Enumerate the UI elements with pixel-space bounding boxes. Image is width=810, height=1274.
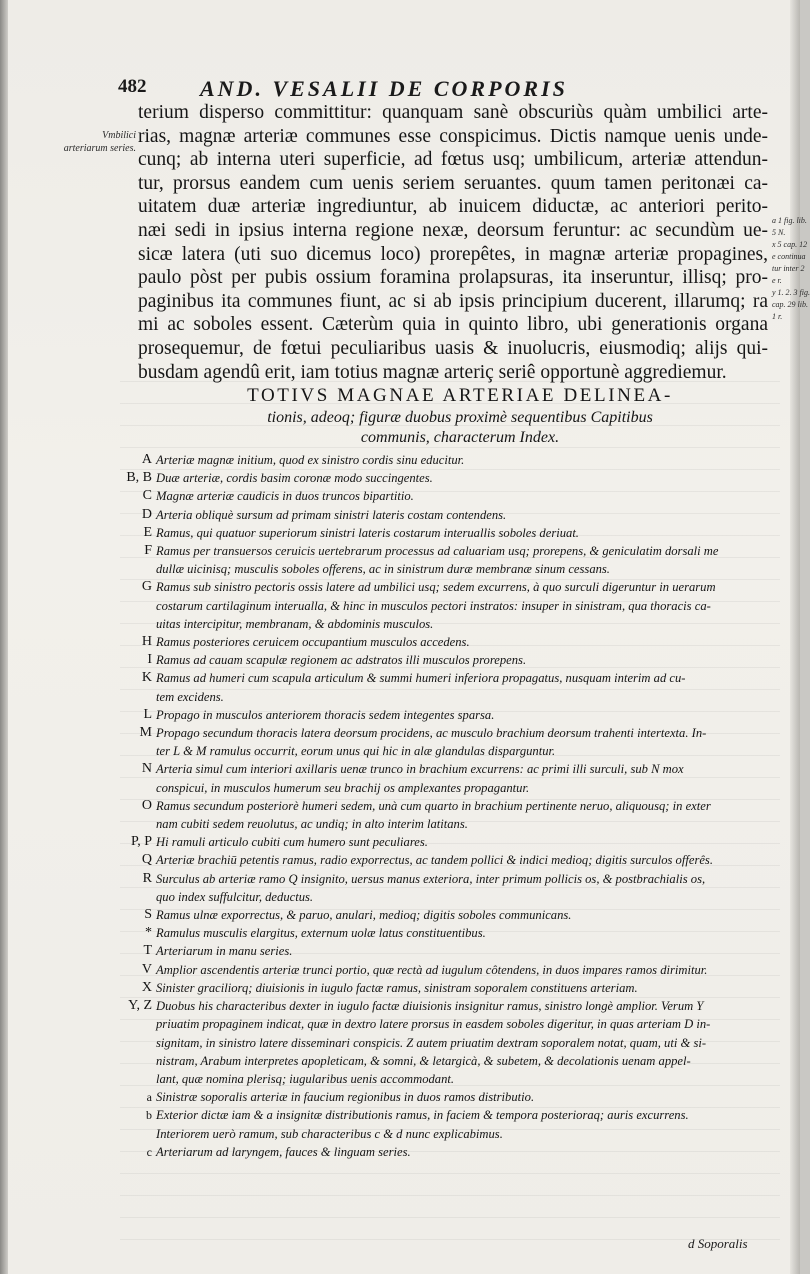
index-entry-line: Propago in musculos anteriorem thoracis sedem integentes sparsa. [156,707,495,722]
index-entry-text [156,633,772,651]
index-entry-key: O [141,797,152,813]
index-entry [112,542,772,578]
index-entry-text [156,833,772,851]
index-entry-line: Arteriarum ad laryngem, fauces & linguam series. [156,1144,411,1159]
index-entry [112,760,772,796]
index-entry [112,906,772,924]
index-entry-line: uitas intercipitur, membranam, & abdominis musculos. [156,616,434,631]
index-entry-line: Exterior dictæ iam & a insignitæ distributionis ramus, in faciem & tempora posterioraq; auris excurrens. [156,1108,689,1123]
index-entry-line: dullæ uicinisq; musculis soboles offerens, ac in sinistrum duræ membranæ sinum cessans. [156,562,610,577]
index-entry-line: Amplior ascendentis arteriæ trunci portio, quæ rectà ad iugulum côtendens, in duos impares ramos dirimitur. [156,962,708,977]
index-entry [112,724,772,760]
body-line: mi ac soboles essent. Cæterùm quia in quinto libro, ubi generationis organa [138,314,768,336]
index-entry [112,870,772,906]
index-entry [112,1106,772,1142]
index-entry-text [156,979,772,997]
margin-note-right-line: e r. [772,276,782,285]
index-entry-line: Arteriæ brachiū petentis ramus, radio exporrectus, ac tandem pollici & indici medioq; digitis surculos offerês. [156,853,713,868]
index-entry-key: S [144,907,152,923]
index-entry-text [156,706,772,724]
index-entry-key: A [141,452,152,467]
index-entry-text [156,487,772,505]
index-entry-line: Ramus per transuersos ceruicis uertebrarum processus ad caluariam usq; prorepens, & geniculatim dorsali me [156,544,719,559]
index-entry [112,451,772,469]
index-entry [112,961,772,979]
index-entry-key: C [142,488,152,504]
index-entry-line: Surculus ab arteriæ ramo Q insignito, uersus manus exteriora, inter primum pollicis os, & postbrachialis os, [156,871,706,886]
index-entry-line: lant, quæ nomina plerisq; iugularibus uenis accommodant. [156,1071,455,1086]
index-entry-line: Hi ramuli articulo cubiti cum humero sunt peculiares. [156,835,428,850]
index-entry [112,578,772,633]
body-line: næi sedi in ipsius interna regione nexæ, deorsum feruntur: ac secundùm ue- [138,219,768,241]
index-entry-key: L [143,706,152,722]
index-entry-line: conspicui, in musculos humerum seu brachij os amplexantes propagantur. [156,780,530,795]
index-heading [150,384,770,448]
index-entry-text [156,1143,772,1161]
index-entry [112,979,772,997]
index-entry-line: Ramus sub sinistro pectoris ossis latere ad umbilici usq; sedem excurrens, à quo surculi digeruntur in uerarum [156,580,716,595]
index-entry-text [156,997,772,1088]
body-line: cunq; ab interna uteri superficie, ad fœtus usq; umbilicum, arteriæ attendun- [138,149,768,171]
body-line: uitatem duæ arteriæ ingrediuntur, ab inuicem diductæ, ac anteriori perito- [138,196,768,218]
index-entry-text [156,760,772,796]
index-entry-text [156,906,772,924]
index-entry [112,633,772,651]
index-entry-key: K [141,670,152,686]
index-entry-line: Ramus posteriores ceruicem occupantium musculos accedens. [156,635,470,650]
index-entry-line: Duæ arteriæ, cordis basim coronæ modo succingentes. [156,471,433,486]
page-number: 482 [118,76,147,97]
index-entry-text [156,870,772,906]
catchword: d Soporalis [688,1236,748,1251]
index-entry-key: * [145,925,152,941]
margin-note-right-line: y 1. 2. 3 fig. [772,288,810,297]
index-heading-line-3: communis, characterum Index. [360,429,560,446]
index-entry-text [156,724,772,760]
margin-notes-right [772,215,810,323]
index-entry-key: G [141,579,152,595]
body-line: rias, magnæ arteriæ communes esse conspicimus. Dictis namque uenis unde- [138,125,768,147]
index-entry [112,1143,772,1161]
index-entry-key: H [141,634,152,650]
index-entry-text [156,1106,772,1142]
index-entry-key: Y, Z [128,998,152,1014]
index-entry-line: Magnæ arteriæ caudicis in duos truncos bipartitio. [156,489,414,504]
character-index-list [112,451,772,1161]
index-entry [112,669,772,705]
index-entry [112,797,772,833]
index-entry-text [156,651,772,669]
body-line: terium disperso committitur: quanquam sanè obscuriùs quàm umbilici arte- [138,102,768,123]
body-line: paulo pòst per pubis ossium foramina prolapsuras, ita inseruntur, illisq; pro- [138,267,768,289]
index-entry-key: V [141,961,152,977]
index-entry-text [156,469,772,487]
body-line: busdam agendû erit, iam totius magnæ arteriç seriê opportunè aggrediemur. [138,361,727,383]
index-entry-text [156,851,772,869]
index-entry-key: B, B [126,470,152,486]
body-line: tur, prorsus eandem cum uenis seriem seruantes. quum tamen peritonæi ca- [138,172,768,194]
index-entry-line: Ramus ad cauam scapulæ regionem ac adstratos illi musculos prorepens. [156,653,527,668]
margin-note-right-line: tur inter 2 [772,264,805,273]
index-entry-line: Ramus secundum posteriorè humeri sedem, unà cum quarto in brachium pertinente neruo, aliquousq; in exter [156,798,711,813]
index-entry [112,706,772,724]
index-entry-text [156,961,772,979]
running-title: AND. VESALII DE CORPORIS [200,76,568,101]
margin-note-left: Vmbilici arteriarum series. [63,130,136,154]
index-entry-line: Arteria obliquè sursum ad primam sinistri lateris costam contendens. [156,507,507,522]
index-heading-line-2: tionis, adeoq; figuræ duobus proximè sequentibus Capitibus [267,409,653,426]
index-entry-line: Ramus, qui quatuor superiorum sinistri lateris costarum interuallis soboles deriuat. [156,525,579,540]
index-entry-key: T [143,943,152,959]
index-entry-line: tem excidens. [156,689,224,704]
index-entry [112,1088,772,1106]
index-entry-key: X [141,979,152,995]
index-entry-line: priuatim propaginem indicat, quæ in dextro latere prorsus in easdem soboles digeritur, in quas arteriam D in- [156,1017,711,1032]
index-entry [112,997,772,1088]
index-entry-line: Duobus his characteribus dexter in iugulo factæ diuisionis insignitur ramus, sinistro longè amplior. Verum Y [156,999,704,1014]
margin-note-right-line: e continua [772,252,806,261]
margin-note-right-line: a 1 fig. lib. [772,216,807,225]
index-entry-key: c [146,1144,152,1159]
index-entry [112,942,772,960]
index-entry-line: Ramus ad humeri cum scapula articulum & summi humeri inferiora propagatus, nusquam interim ad cu- [156,671,686,686]
index-entry-key: E [143,524,152,540]
index-entry-key: M [139,725,152,741]
body-line: sicæ latera (uti suo dicemus loco) prorepêtes, in magnæ arteriæ propagines, [138,243,768,265]
index-entry-text [156,524,772,542]
index-entry-key: P, P [130,834,152,850]
index-entry-line: costarum cartilaginum interualla, & hinc in musculos pectori instratos: insuper in sinistram, qua thoracis ca- [156,598,711,613]
index-entry-line: ter L & M ramulus occurrit, eorum unus qui hic in alæ glandulas disparguntur. [156,744,556,759]
index-entry [112,487,772,505]
index-entry-line: Interiorem uerò ramum, sub characteribus c & d nunc explicabimus. [156,1126,503,1141]
index-entry [112,469,772,487]
index-entry-text [156,1088,772,1106]
index-entry-line: Arteriarum in manu series. [156,944,293,959]
index-entry-line: nistram, Arabum interpretes apopleticam, & somni, & letargicà, & subetem, & decolationis uenam appel- [156,1053,691,1068]
index-entry-line: Ramulus musculis elargitus, externum uolæ latus constituentibus. [156,926,486,941]
index-entry-text [156,797,772,833]
index-entry-text [156,506,772,524]
margin-note-right-line: 5 N. [772,228,786,237]
running-head [118,76,758,102]
index-entry-line: quo index suffulcitur, deductus. [156,889,314,904]
index-heading-line-1: TOTIVS MAGNAE ARTERIAE DELINEA- [247,385,673,406]
index-entry-line: Propago secundum thoracis latera deorsum procidens, ac musculo brachium deorsum trahenti intertexta. In- [156,726,707,741]
index-entry-key: D [141,506,152,522]
index-entry-text [156,924,772,942]
index-entry [112,924,772,942]
index-entry-key: b [146,1108,152,1123]
body-line: prosequemur, de fœtui peculiaribus uasis & inuolucris, eiusmodiq; alijs qui- [138,337,768,359]
page-edge [790,0,800,1274]
index-entry-text [156,942,772,960]
index-entry-key: I [147,652,152,668]
index-entry-text [156,578,772,633]
index-entry [112,524,772,542]
index-entry-line: signitam, in sinistro latere disseminari conspicis. Z autem priuatim dextram soporalem notat, quam, uti & si- [156,1035,707,1050]
index-entry-key: R [142,870,152,886]
index-entry-line: Sinistræ soporalis arteriæ in faucium regionibus in duos ramos distributio. [156,1090,535,1105]
index-entry [112,833,772,851]
index-entry [112,851,772,869]
index-entry-line: Sinister graciliorq; diuisionis in iugulo factæ ramus, sinistram soporalem constituens arteriam. [156,980,638,995]
margin-note-right-line: 1 r. [772,312,783,321]
body-line: paginibus ita communes fiunt, ac si ab ipsis principium ducerent, illarumq; ra [138,290,768,312]
index-entry-text [156,451,772,469]
index-entry [112,506,772,524]
index-entry-text [156,669,772,705]
margin-note-right-line: cap. 29 lib. [772,300,808,309]
body-paragraph [138,101,768,384]
index-entry [112,651,772,669]
index-entry-key: a [146,1090,152,1105]
index-entry-line: Arteria simul cum interiori axillaris uenæ trunco in brachium excurrens: ac primi illi surculi, sub N mox [156,762,684,777]
index-entry-line: Arteriæ magnæ initium, quod ex sinistro cordis sinu educitur. [156,453,465,467]
index-entry-line: Ramus ulnæ exporrectus, & paruo, anulari, medioq; digitis soboles communicans. [156,908,572,923]
index-entry-key: Q [141,852,152,868]
margin-note-right-line: x 5 cap. 12 [772,240,808,249]
index-entry-key: N [141,761,152,777]
index-entry-line: nam cubiti sedem reuolutus, ac undiq; in alto interim latitans. [156,817,468,832]
page-gutter-shadow [0,0,8,1274]
index-entry-text [156,542,772,578]
index-entry-key: F [144,543,152,559]
